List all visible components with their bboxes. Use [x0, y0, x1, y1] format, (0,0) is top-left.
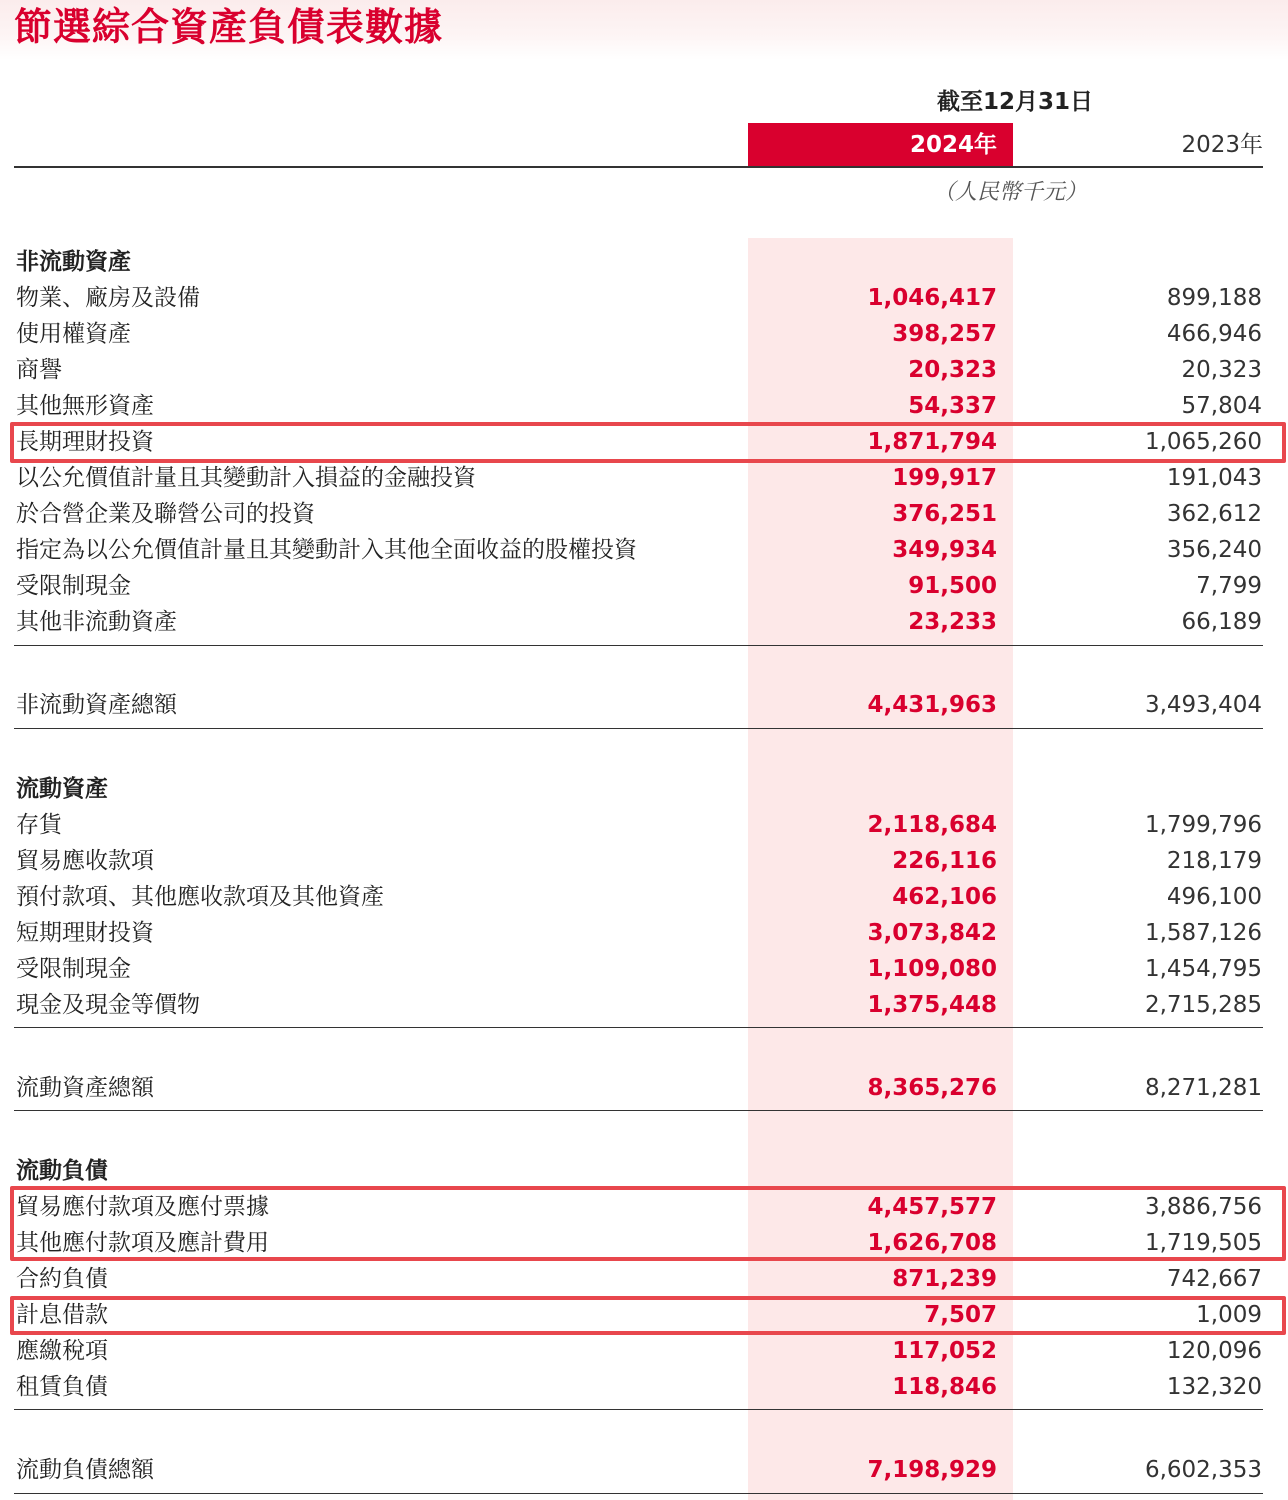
- row-label: 合約負債: [16, 1266, 108, 1292]
- section-divider: [14, 1409, 1263, 1410]
- row-label: 物業、廠房及設備: [16, 285, 200, 311]
- value-2023: 3,886,756: [1144, 1194, 1262, 1220]
- header-divider: [14, 166, 1263, 168]
- value-2024: 1,871,794: [867, 429, 997, 455]
- value-2023: 899,188: [1166, 285, 1262, 311]
- table-row: [0, 843, 1288, 879]
- section-divider: [14, 1110, 1263, 1111]
- row-label: 其他應付款項及應計費用: [16, 1230, 269, 1256]
- value-2023: 7,799: [1196, 573, 1262, 599]
- value-2023: 132,320: [1166, 1374, 1262, 1400]
- table-row: [0, 388, 1288, 424]
- section-divider: [14, 728, 1263, 729]
- value-2024: 226,116: [892, 848, 997, 874]
- total-row-current-liabilities: [0, 1452, 1288, 1488]
- section-heading-current-assets: [0, 771, 1288, 807]
- value-2024: 8,365,276: [867, 1075, 997, 1101]
- value-2023: 3,493,404: [1144, 692, 1262, 718]
- table-row: [0, 987, 1288, 1023]
- row-label: 其他非流動資產: [16, 609, 177, 635]
- value-2023: 1,065,260: [1144, 429, 1262, 455]
- value-2024: 117,052: [892, 1338, 997, 1364]
- value-2024: 4,457,577: [867, 1194, 997, 1220]
- value-2024: 1,375,448: [867, 992, 997, 1018]
- section-heading: 非流動資產: [16, 249, 131, 275]
- value-2024: 1,626,708: [867, 1230, 997, 1256]
- value-2024: 1,046,417: [867, 285, 997, 311]
- year-2023-header: 2023年: [1181, 132, 1263, 158]
- year-2024-header: 2024年: [748, 123, 1013, 167]
- section-divider: [14, 645, 1263, 646]
- row-label: 短期理財投資: [16, 920, 154, 946]
- section-heading: 流動資產: [16, 776, 108, 802]
- row-label: 非流動資產總額: [16, 692, 177, 718]
- value-2024: 376,251: [892, 501, 997, 527]
- value-2023: 8,271,281: [1144, 1075, 1262, 1101]
- row-label: 預付款項、其他應收款項及其他資產: [16, 884, 384, 910]
- currency-unit-label: （人民幣千元）: [932, 180, 1087, 205]
- value-2023: 57,804: [1181, 393, 1262, 419]
- value-2023: 1,009: [1196, 1302, 1262, 1328]
- value-2023: 496,100: [1166, 884, 1262, 910]
- as-of-date-header: 截至12月31日: [936, 89, 1093, 115]
- row-label: 商譽: [16, 357, 62, 383]
- value-2024: 118,846: [892, 1374, 997, 1400]
- value-2023: 218,179: [1166, 848, 1262, 874]
- table-row: [0, 496, 1288, 532]
- value-2023: 1,587,126: [1144, 920, 1262, 946]
- value-2023: 191,043: [1166, 465, 1262, 491]
- value-2024: 7,507: [924, 1302, 997, 1328]
- row-label: 以公允價值計量且其變動計入損益的金融投資: [16, 465, 476, 491]
- table-row: [0, 1369, 1288, 1405]
- value-2024: 23,233: [908, 609, 997, 635]
- value-2023: 120,096: [1166, 1338, 1262, 1364]
- value-2023: 66,189: [1181, 609, 1262, 635]
- highlight-box: [10, 1186, 1286, 1261]
- row-label: 貿易應付款項及應付票據: [16, 1194, 269, 1220]
- total-row-current-assets: [0, 1070, 1288, 1106]
- highlight-box: [10, 422, 1286, 463]
- row-label: 租賃負債: [16, 1374, 108, 1400]
- table-row: [0, 1261, 1288, 1297]
- row-label: 流動資產總額: [16, 1075, 154, 1101]
- row-label: 現金及現金等價物: [16, 992, 200, 1018]
- row-label: 長期理財投資: [16, 429, 154, 455]
- section-heading-current-liabilities: [0, 1153, 1288, 1189]
- value-2024: 7,198,929: [867, 1457, 997, 1483]
- highlight-box: [10, 1296, 1286, 1335]
- value-2024: 462,106: [892, 884, 997, 910]
- row-label: 使用權資產: [16, 321, 131, 347]
- value-2024: 4,431,963: [867, 692, 997, 718]
- total-row-non-current-assets: [0, 687, 1288, 723]
- value-2023: 466,946: [1166, 321, 1262, 347]
- row-label: 指定為以公允價值計量且其變動計入其他全面收益的股權投資: [16, 537, 637, 563]
- table-row: [0, 460, 1288, 496]
- page-title: 節選綜合資產負債表數據: [14, 5, 444, 49]
- value-2024: 3,073,842: [867, 920, 997, 946]
- value-2023: 2,715,285: [1144, 992, 1262, 1018]
- table-row: [0, 879, 1288, 915]
- value-2024: 1,109,080: [867, 956, 997, 982]
- value-2024: 871,239: [892, 1266, 997, 1292]
- section-divider: [14, 1493, 1263, 1494]
- section-divider: [14, 1027, 1263, 1028]
- row-label: 受限制現金: [16, 573, 131, 599]
- row-label: 計息借款: [16, 1302, 108, 1328]
- row-label: 流動負債總額: [16, 1457, 154, 1483]
- table-row: [0, 915, 1288, 951]
- table-row: [0, 568, 1288, 604]
- value-2024: 398,257: [892, 321, 997, 347]
- value-2023: 1,454,795: [1144, 956, 1262, 982]
- section-heading: 流動負債: [16, 1158, 108, 1184]
- value-2024: 199,917: [892, 465, 997, 491]
- table-row: [0, 352, 1288, 388]
- row-label: 於合營企業及聯營公司的投資: [16, 501, 315, 527]
- value-2023: 20,323: [1181, 357, 1262, 383]
- row-label: 受限制現金: [16, 956, 131, 982]
- value-2023: 6,602,353: [1144, 1457, 1262, 1483]
- value-2024: 91,500: [908, 573, 997, 599]
- table-row: [0, 532, 1288, 568]
- row-label: 應繳稅項: [16, 1338, 108, 1364]
- value-2024: 20,323: [908, 357, 997, 383]
- value-2024: 54,337: [908, 393, 997, 419]
- table-row: [0, 280, 1288, 316]
- value-2024: 349,934: [892, 537, 997, 563]
- value-2023: 1,719,505: [1144, 1230, 1262, 1256]
- table-row: [0, 604, 1288, 640]
- value-2023: 356,240: [1166, 537, 1262, 563]
- value-2023: 362,612: [1166, 501, 1262, 527]
- section-heading-non-current-assets: [0, 244, 1288, 280]
- value-2024: 2,118,684: [867, 812, 997, 838]
- value-2023: 742,667: [1166, 1266, 1262, 1292]
- value-2023: 1,799,796: [1144, 812, 1262, 838]
- table-row: [0, 316, 1288, 352]
- row-label: 存貨: [16, 812, 62, 838]
- row-label: 其他無形資產: [16, 393, 154, 419]
- table-row: [0, 951, 1288, 987]
- row-label: 貿易應收款項: [16, 848, 154, 874]
- table-row: [0, 1333, 1288, 1369]
- table-row: [0, 807, 1288, 843]
